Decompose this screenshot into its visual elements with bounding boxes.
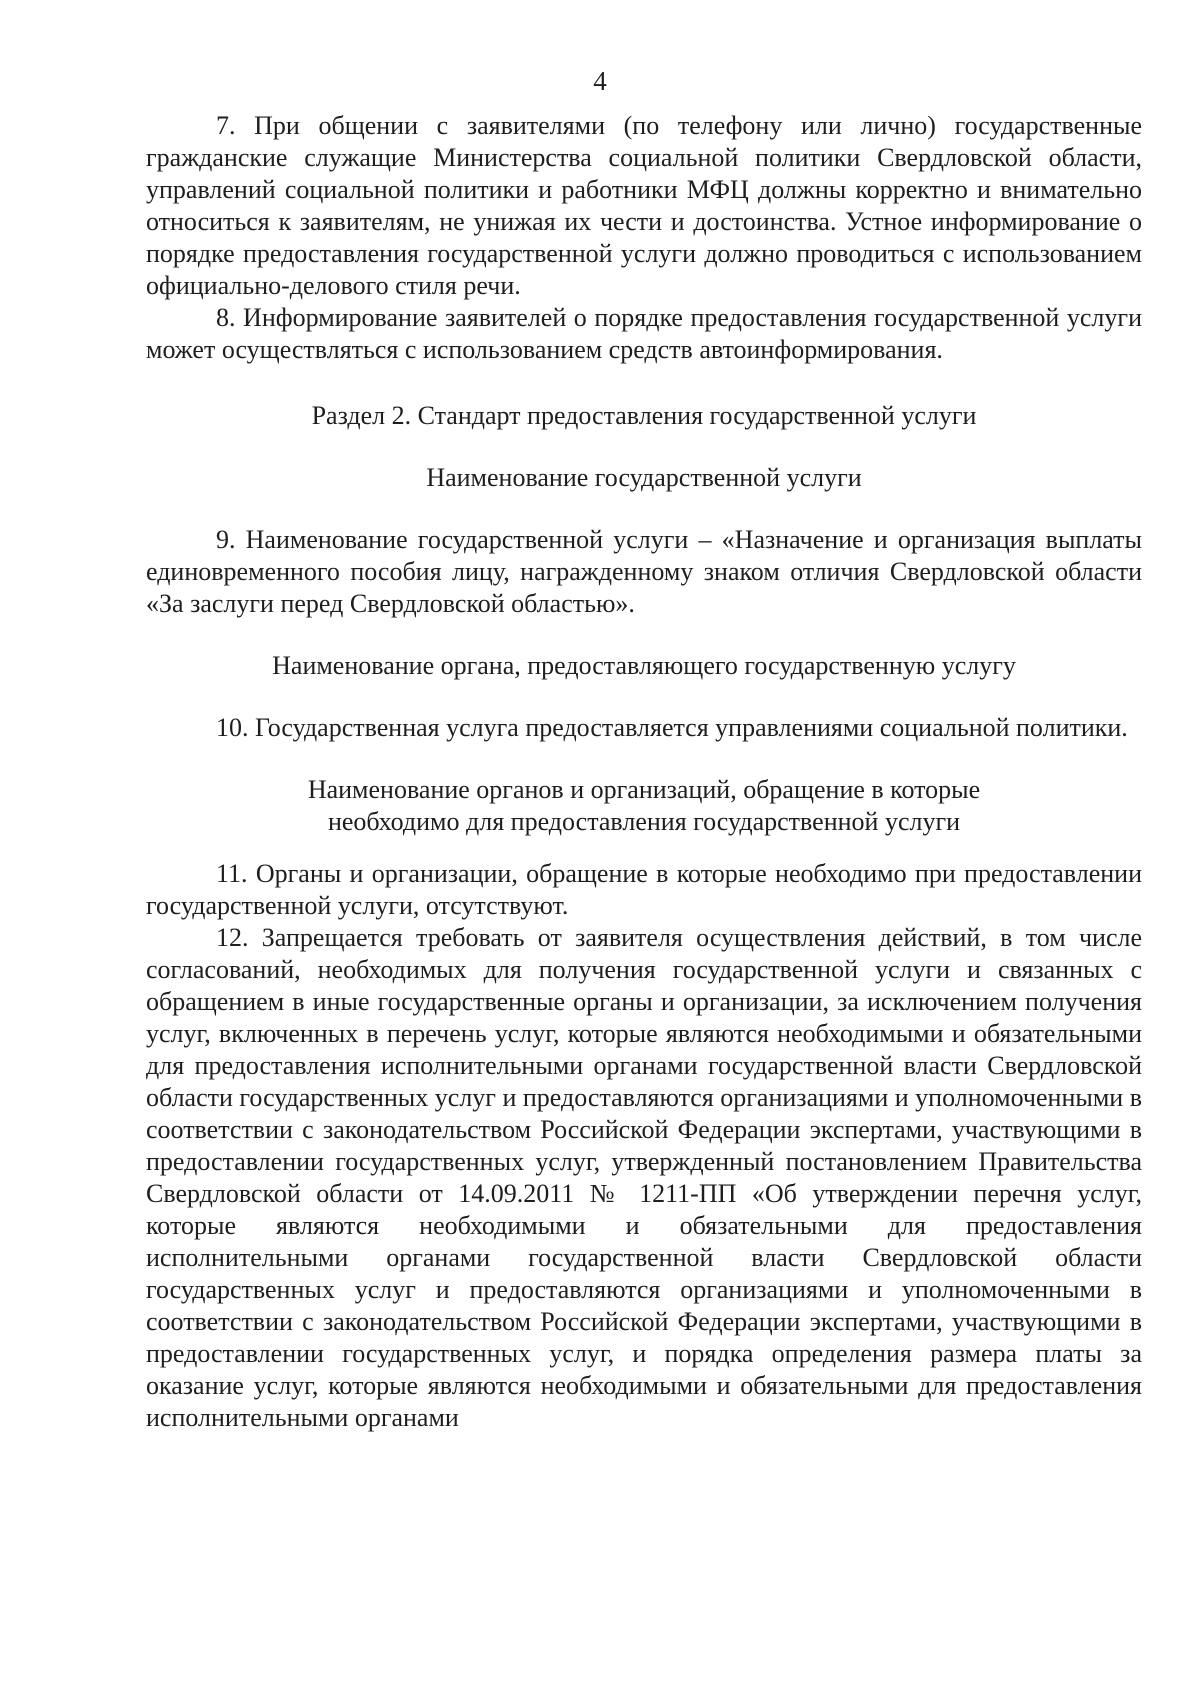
- page-number: 4: [593, 66, 607, 96]
- paragraph-12: 12. Запрещается требовать от заявителя осуществления действий, в том числе согласований, необходимых для получения государственной услуги и связанных с обращением в иные государственные органы и организации, за исключением получения услуг, включенных в перечень услуг, которые являются необходимыми и обязательными для предоставления исполнительными органами государственной власти Свердловской области государственных услуг и предоставляются организациями и уполномоченными в соответствии с законодательством Российской Федерации экспертами, участвующими в предоставлении государственных услуг, утвержденный постановлением Правительства Свердловской области от 14.09.2011 № 1211-ПП «Об утверждении перечня услуг, которые являются необходимыми и обязательными для предоставления исполнительными органами государственной власти Свердловской области государственных услуг и предоставляются организациями и уполномоченными в соответствии с законодательством Российской Федерации экспертами, участвующими в предоставлении государственных услуг, и порядка определения размера платы за оказание услуг, которые являются необходимыми и обязательными для предоставления исполнительными органами: [146, 923, 1142, 1432]
- service-name-heading: Наименование государственной услуги: [426, 463, 862, 492]
- organizations-heading-line-1: Наименование органов и организаций, обращение в которые: [307, 775, 981, 804]
- paragraph-11: 11. Органы и организации, обращение в которые необходимо при предоставлении государственной услуги, отсутствуют.: [146, 859, 1142, 920]
- spacer: [146, 494, 1142, 524]
- paragraph-9: 9. Наименование государственной услуги – «Назначение и организация выплаты единовременного пособия лицу, награжденному знаком отличия Свердловской области «За заслуги перед Свердловской областью».: [146, 525, 1142, 618]
- paragraph-10: 10. Государственная услуга предоставляется управлениями социальной политики.: [216, 713, 1128, 742]
- spacer: [146, 682, 1142, 712]
- organizations-heading-line-2: необходимо для предоставления государственной услуги: [327, 807, 961, 836]
- spacer: [146, 366, 1142, 400]
- document-body: [146, 110, 1142, 1434]
- organizations-heading: [146, 774, 1142, 838]
- spacer: [146, 744, 1142, 774]
- paragraph-8: 8. Информирование заявителей о порядке предоставления государственной услуги может осуществляться с использованием средств автоинформирования.: [146, 303, 1142, 364]
- paragraph-7: 7. При общении с заявителями (по телефону или лично) государственные гражданские служащие Министерства социальной политики Свердловской области, управлений социальной политики и работники МФЦ должны корректно и внимательно относиться к заявителям, не унижая их чести и достоинства. Устное информирование о порядке предоставления государственной услуги должно проводиться с использованием официально-делового стиля речи.: [146, 111, 1142, 300]
- spacer: [146, 432, 1142, 462]
- section-2-heading: Раздел 2. Стандарт предоставления государственной услуги: [311, 401, 977, 430]
- spacer: [146, 838, 1142, 858]
- provider-name-heading: Наименование органа, предоставляющего государственную услугу: [272, 651, 1016, 680]
- spacer: [146, 620, 1142, 650]
